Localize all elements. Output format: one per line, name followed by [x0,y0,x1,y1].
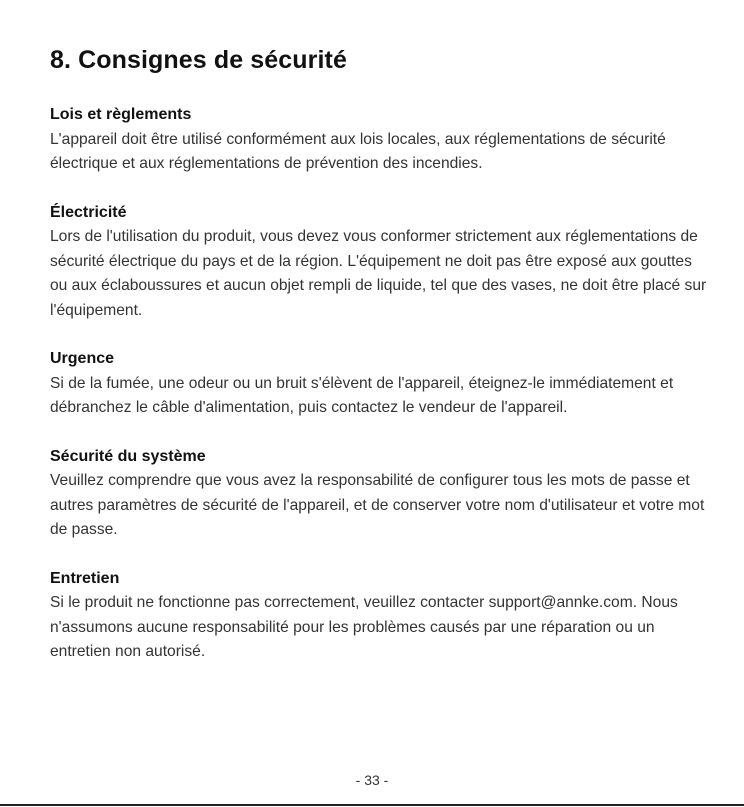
section-emergency [50,347,710,421]
section-laws [50,103,710,177]
section-body: Si de la fumée, une odeur ou un bruit s'élèvent de l'appareil, éteignez-le immédiatement et débranchez le câble d'alimentation, puis contactez le vendeur de l'appareil. [50,374,674,416]
section-body: Si le produit ne fonctionne pas correctement, veuillez contacter support@annke.com. Nous n'assumons aucune responsabilité pour les problèmes causés par une réparation ou un entretien non autorisé. [50,594,678,660]
section-system-security [50,445,710,543]
section-maintenance [50,567,710,665]
section-body: Veuillez comprendre que vous avez la responsabilité de configurer tous les mots de passe et autres paramètres de sécurité de l'appareil, et de conserver votre nom d'utilisateur et votre mot de passe. [50,472,705,538]
section-heading: Électricité [50,203,127,221]
bottom-divider [0,804,744,806]
section-heading: Urgence [50,350,115,367]
section-heading: Lois et règlements [50,106,192,123]
section-body: Lors de l'utilisation du produit, vous devez vous conformer strictement aux réglementations de sécurité électrique du pays et de la région. L'équipement ne doit pas être exposé aux gouttes ou aux éclaboussures et aucun objet rempli de liquide, tel que des vases, ne doit être placé sur l'équipement. [50,228,707,319]
page-number: - 33 - [355,772,389,788]
safety-instructions [50,103,710,689]
section-electricity [50,201,710,324]
section-heading: Entretien [50,569,120,587]
section-heading: Sécurité du système [50,447,206,465]
page-title: 8. Consignes de sécurité [50,46,347,74]
section-body: L'appareil doit être utilisé conformément aux lois locales, aux réglementations de sécurité électrique et aux réglementations de prévention des incendies. [50,130,666,172]
